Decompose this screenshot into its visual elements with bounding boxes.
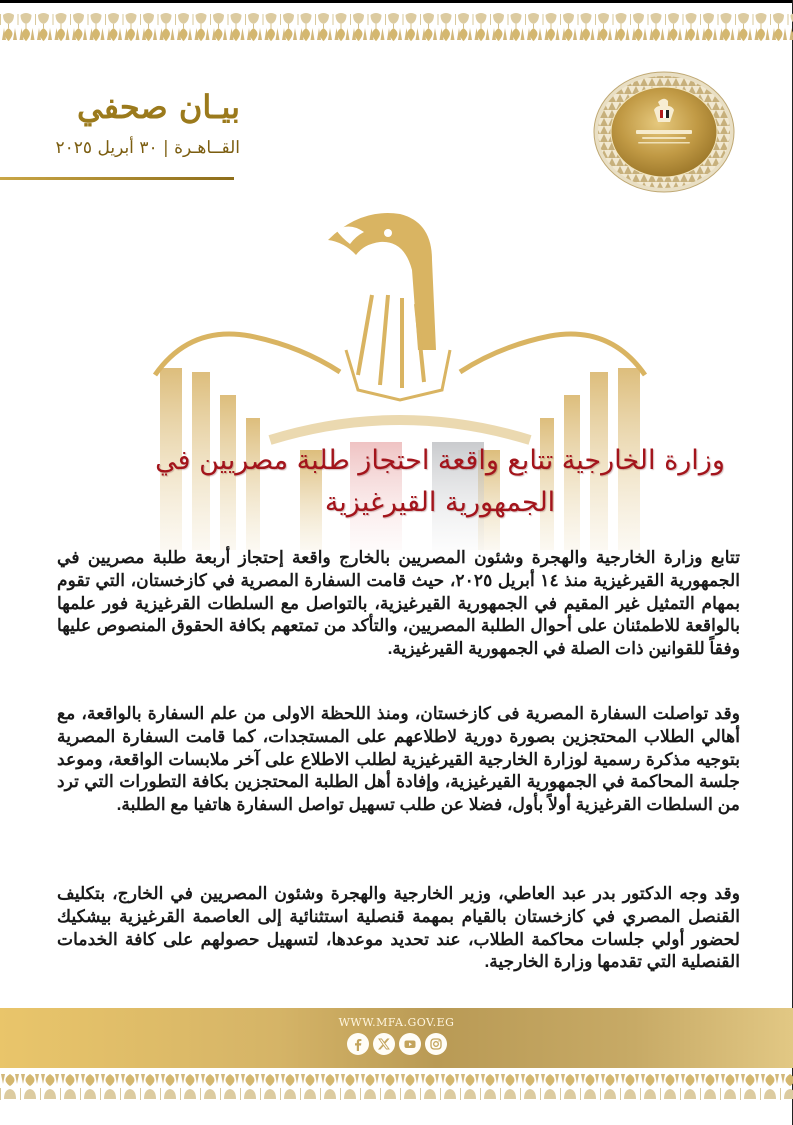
bottom-ornamental-border [0,1072,793,1102]
footer-band [0,1008,793,1068]
body-paragraph-1: تتابع وزارة الخارجية والهجرة وشئون المصريين بالخارج واقعة إحتجاز أربعة طلبة مصريين في الجمهورية القيرغيزية منذ ١٤ أبريل ٢٠٢٥، حيث قامت السفارة المصرية في كازخستان، التي تقوم بمهام التمثيل غير المقيم في الجمهورية القيرغيزية، بالتواصل مع السلطات القرغيزية فور علمها بالواقعة للاطمئنان على أحوال الطلبة المصريين، والتأكد من تمتعهم بكافة الحقوق المنصوص عليها وفقاً للقوانين ذات الصلة في الجمهورية القيرغيزية. [57,547,740,659]
website-link[interactable]: WWW.MFA.GOV.EG [338,1016,455,1029]
instagram-icon[interactable] [425,1033,447,1055]
headline-line-1: وزارة الخارجية تتابع واقعة احتجاز طلبة مصريين في [155,445,725,476]
top-edge-bar [0,0,793,3]
dateline: القــاهـرة | ٣٠ أبريل ٢٠٢٥ [55,138,240,158]
header-divider [0,177,234,180]
body-paragraph-2: وقد تواصلت السفارة المصرية فى كازخستان، ومنذ اللحظة الاولى من علم السفارة بالواقعة، مع أهالي الطلاب المحتجزين بصورة دورية لاطلاعهم على المستجدات، كما قامت السفارة المصرية بتوجيه مذكرة رسمية لوزارة الخارجية القيرغيزية لطلب الاطلاع على آخر ملابسات الواقعة، وموعد جلسة المحاكمة في الجمهورية القيرغيزية، وإفادة أهل الطلبة المحتجزين بكافة التطورات التي ترد من السلطات القرغيزية أولاً بأول، فضلا عن طلب تسهيل تواصل السفارة هاتفيا مع الطلبة. [57,703,740,815]
youtube-icon[interactable] [399,1033,421,1055]
social-links [0,1033,793,1055]
headline-line-2: الجمهورية القيرغيزية [324,487,556,518]
document-type-label: بيـان صحفي [76,88,240,126]
body-paragraph-3: وقد وجه الدكتور بدر عبد العاطي، وزير الخارجية والهجرة وشئون المصريين في الخارج، بتكليف القنصل المصري في كازخستان بالقيام بمهمة قنصلية استثنائية إلى العاصمة القرغيزية بيشكيك لحضور أولي جلسات محاكمة الطلاب، عند تحديد موعدها، لتسهيل حصولهم على كافة الخدمات القنصلية التي تقدمها وزارة الخارجية. [57,883,740,972]
headline [120,440,760,524]
ministry-seal-icon [592,70,737,195]
facebook-icon[interactable] [347,1033,369,1055]
top-ornamental-border [0,12,793,42]
x-icon[interactable] [373,1033,395,1055]
